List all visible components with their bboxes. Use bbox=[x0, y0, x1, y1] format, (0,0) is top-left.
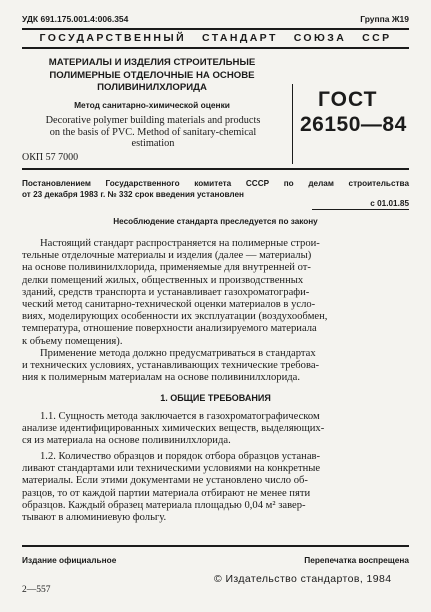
header-rule-top bbox=[22, 28, 409, 30]
footer-rule bbox=[22, 545, 409, 547]
title-rule bbox=[22, 168, 409, 170]
method-subtitle: Метод санитарно-химической оценки bbox=[74, 100, 230, 110]
section-heading: 1. ОБЩИЕ ТРЕБОВАНИЯ bbox=[160, 393, 271, 403]
udk-code: УДК 691.175.001.4:006.354 bbox=[22, 14, 129, 24]
clause-1-1: 1.1. Сущность метода заключается в газохроматографическом анализе идентифицированных химических веществ, выделяющих- ся из материала на основе поливинилхлорида. bbox=[22, 411, 325, 447]
gost-label: ГОСТ bbox=[318, 88, 378, 111]
state-standard-banner: ГОСУДАРСТВЕННЫЙ СТАНДАРТ СОЮЗА ССР bbox=[39, 32, 392, 44]
copyright-notice: © Издательство стандартов, 1984 bbox=[214, 573, 392, 585]
gost-divider bbox=[292, 84, 293, 164]
date-rule bbox=[312, 209, 409, 210]
document-title: МАТЕРИАЛЫ И ИЗДЕЛИЯ СТРОИТЕЛЬНЫЕ ПОЛИМЕРНЫЕ ОТДЕЛОЧНЫЕ НА ОСНОВЕ ПОЛИВИНИЛХЛОРИДА bbox=[48, 57, 256, 93]
legal-notice: Несоблюдение стандарта преследуется по закону bbox=[113, 217, 318, 226]
reprint-prohibited: Перепечатка воспрещена bbox=[304, 555, 409, 565]
official-edition: Издание официальное bbox=[22, 555, 117, 565]
intro-paragraph-1: Настоящий стандарт распространяется на полимерные строи- тельные отделочные материалы и изделия (далее — материалы) на основе поливинилхлорида, применяемые для внутренней от- делки помещений жилых, общественных и производственных зданий, средств транспорта и устанавливает газохроматографи- ческий метод санитарно-технической оценки материалов в усло- виях, моделирующих особенности их эксплуатации (воздухообмен, температура, отношение поверхности анализируемого материала к объему помещения). bbox=[22, 238, 328, 347]
intro-paragraph-2: Применение метода должно предусматриваться в стандартах и технических условиях, устанавливающих технические требова- ния к полимерным материалам на основе поливинилхлорида. bbox=[22, 348, 320, 384]
effective-date: с 01.01.85 bbox=[370, 199, 409, 208]
decree-text: Постановлением Государственного комитета СССР по делам строительства от 23 декабря 1983 г. № 332 срок введения установлен bbox=[22, 179, 409, 199]
english-title: Decorative polymer building materials and products on the basis of PVC. Method of sanitary-chemical estimation bbox=[45, 115, 261, 149]
header-rule-bottom bbox=[22, 47, 409, 49]
print-code: 2—557 bbox=[22, 585, 51, 595]
group-code: Группа Ж19 bbox=[360, 14, 409, 24]
gost-number: 26150—84 bbox=[300, 113, 407, 136]
clause-1-2: 1.2. Количество образцов и порядок отбора образцов устанав- ливают стандартами или техническими условиями на конкретные материалы. Если этими документами не установлено число об- разцов, то от каждой партии материала отбирают не менее пяти образцов. Каждый образец материала площадью 0,04 м² завер- тывают в алюминиевую фольгу. bbox=[22, 451, 321, 524]
okp-code: ОКП 57 7000 bbox=[22, 152, 79, 163]
